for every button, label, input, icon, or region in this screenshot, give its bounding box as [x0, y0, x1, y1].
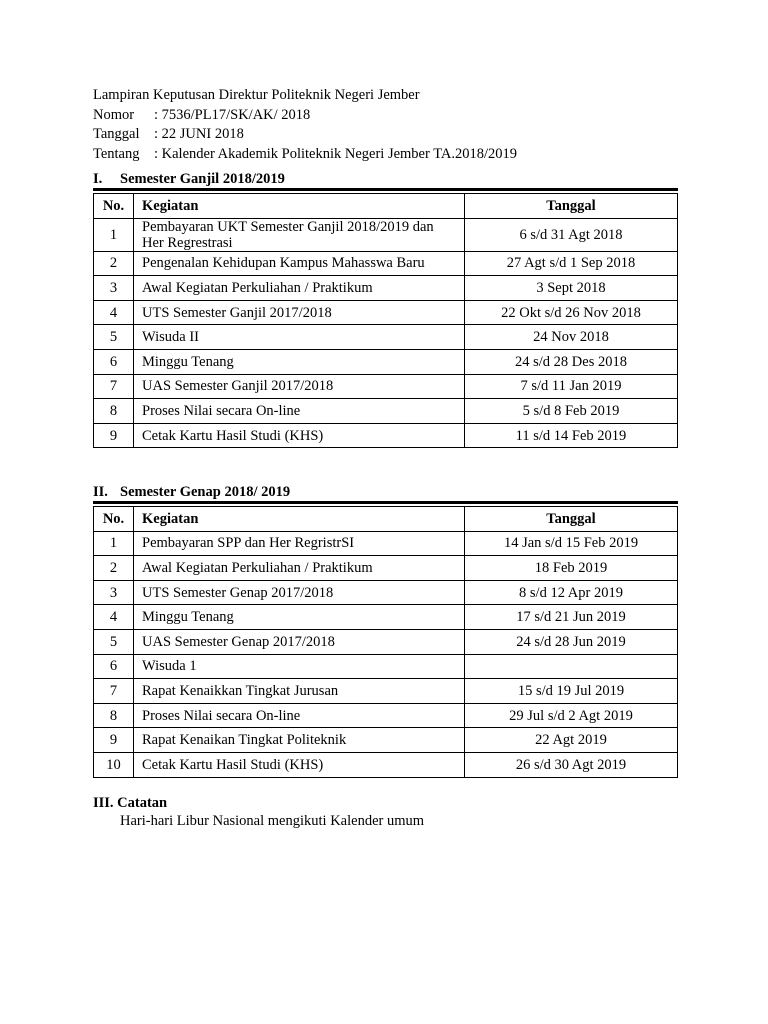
row-activity: Rapat Kenaikkan Tingkat Jurusan — [134, 679, 465, 704]
row-date: 3 Sept 2018 — [465, 276, 678, 301]
row-date: 7 s/d 11 Jan 2019 — [465, 374, 678, 399]
table-row — [94, 654, 678, 679]
row-activity: Awal Kegiatan Perkuliahan / Praktikum — [134, 556, 465, 581]
row-date: 6 s/d 31 Agt 2018 — [465, 218, 678, 251]
row-date: 24 Nov 2018 — [465, 325, 678, 350]
header-line-nomor — [93, 106, 517, 126]
table-row — [94, 423, 678, 448]
row-activity: Pembayaran SPP dan Her RegristrSI — [134, 531, 465, 556]
notes-text: Hari-hari Libur Nasional mengikuti Kalender umum — [120, 813, 425, 829]
row-number: 3 — [94, 580, 134, 605]
section1-table-header — [94, 194, 678, 219]
row-number: 4 — [94, 300, 134, 325]
column-header-tanggal: Tanggal — [465, 507, 678, 532]
row-activity: Pengenalan Kehidupan Kampus Mahasswa Baru — [134, 251, 465, 276]
row-date: 5 s/d 8 Feb 2019 — [465, 399, 678, 424]
row-activity: Pembayaran UKT Semester Ganjil 2018/2019 dan Her Regrestrasi — [134, 218, 465, 251]
notes-title: III. Catatan — [93, 795, 168, 811]
section1-rule — [93, 188, 678, 191]
column-header-no: No. — [94, 194, 134, 219]
row-date: 15 s/d 19 Jul 2019 — [465, 679, 678, 704]
column-header-kegiatan: Kegiatan — [134, 507, 465, 532]
section1-table — [93, 193, 678, 448]
table-row — [94, 374, 678, 399]
table-row — [94, 728, 678, 753]
row-number: 2 — [94, 251, 134, 276]
row-number: 10 — [94, 752, 134, 777]
row-activity: Wisuda 1 — [134, 654, 465, 679]
row-activity: Cetak Kartu Hasil Studi (KHS) — [134, 752, 465, 777]
row-number: 3 — [94, 276, 134, 301]
header-nomor-value: : 7536/PL17/SK/AK/ 2018 — [154, 106, 311, 123]
row-number: 1 — [94, 218, 134, 251]
row-activity: Rapat Kenaikan Tingkat Politeknik — [134, 728, 465, 753]
table-row — [94, 605, 678, 630]
header-line-tanggal — [93, 125, 517, 145]
row-number: 6 — [94, 349, 134, 374]
row-activity: Cetak Kartu Hasil Studi (KHS) — [134, 423, 465, 448]
header-line-tentang — [93, 145, 517, 165]
section1-title — [93, 171, 285, 188]
table-row — [94, 399, 678, 424]
row-number: 9 — [94, 423, 134, 448]
column-header-kegiatan: Kegiatan — [134, 194, 465, 219]
table-row — [94, 679, 678, 704]
row-activity: UAS Semester Ganjil 2017/2018 — [134, 374, 465, 399]
row-date: 24 s/d 28 Des 2018 — [465, 349, 678, 374]
table-row — [94, 349, 678, 374]
table-row — [94, 703, 678, 728]
row-activity: Minggu Tenang — [134, 605, 465, 630]
table-row — [94, 580, 678, 605]
row-activity: UAS Semester Genap 2017/2018 — [134, 629, 465, 654]
table-row — [94, 531, 678, 556]
row-number: 5 — [94, 325, 134, 350]
table-row — [94, 325, 678, 350]
row-number: 8 — [94, 703, 134, 728]
row-number: 4 — [94, 605, 134, 630]
row-activity: Minggu Tenang — [134, 349, 465, 374]
document-header — [93, 86, 517, 164]
row-date: 24 s/d 28 Jun 2019 — [465, 629, 678, 654]
row-activity: Proses Nilai secara On-line — [134, 703, 465, 728]
row-number: 7 — [94, 374, 134, 399]
section2-table — [93, 506, 678, 778]
header-lampiran-text: Lampiran Keputusan Direktur Politeknik Negeri Jember — [93, 87, 420, 103]
row-date: 18 Feb 2019 — [465, 556, 678, 581]
row-number: 5 — [94, 629, 134, 654]
row-date: 8 s/d 12 Apr 2019 — [465, 580, 678, 605]
header-tanggal-label: Tanggal — [93, 126, 140, 142]
row-date — [465, 654, 678, 679]
section2-table-header — [94, 507, 678, 532]
header-tanggal-value: : 22 JUNI 2018 — [154, 126, 244, 142]
row-number: 6 — [94, 654, 134, 679]
table-row — [94, 276, 678, 301]
section1-number: I. — [93, 171, 103, 187]
row-number: 8 — [94, 399, 134, 424]
row-activity: Awal Kegiatan Perkuliahan / Praktikum — [134, 276, 465, 301]
row-number: 7 — [94, 679, 134, 704]
row-date: 14 Jan s/d 15 Feb 2019 — [465, 531, 678, 556]
section2-title — [93, 484, 290, 501]
row-number: 1 — [94, 531, 134, 556]
section2-number: II. — [93, 484, 108, 500]
column-header-tanggal: Tanggal — [465, 194, 678, 219]
header-tentang-value: : Kalender Akademik Politeknik Negeri Jember TA.2018/2019 — [154, 145, 518, 162]
row-number: 9 — [94, 728, 134, 753]
header-line-lampiran — [93, 86, 517, 106]
table-row — [94, 752, 678, 777]
section2-title-text: Semester Genap 2018/ 2019 — [120, 484, 291, 500]
table-row — [94, 629, 678, 654]
row-date: 26 s/d 30 Agt 2019 — [465, 752, 678, 777]
row-date: 11 s/d 14 Feb 2019 — [465, 423, 678, 448]
table-row — [94, 300, 678, 325]
row-date: 29 Jul s/d 2 Agt 2019 — [465, 703, 678, 728]
row-date: 27 Agt s/d 1 Sep 2018 — [465, 251, 678, 276]
header-tentang-label: Tentang — [93, 145, 140, 162]
table-row — [94, 218, 678, 251]
row-date: 22 Agt 2019 — [465, 728, 678, 753]
table-row — [94, 251, 678, 276]
row-activity: Proses Nilai secara On-line — [134, 399, 465, 424]
row-number: 2 — [94, 556, 134, 581]
section2-rule — [93, 501, 678, 504]
section1-title-text: Semester Ganjil 2018/2019 — [120, 171, 285, 187]
header-nomor-label: Nomor — [93, 106, 135, 123]
row-activity: UTS Semester Genap 2017/2018 — [134, 580, 465, 605]
table-row — [94, 556, 678, 581]
row-activity: UTS Semester Ganjil 2017/2018 — [134, 300, 465, 325]
row-date: 17 s/d 21 Jun 2019 — [465, 605, 678, 630]
row-activity: Wisuda II — [134, 325, 465, 350]
column-header-no: No. — [94, 507, 134, 532]
row-date: 22 Okt s/d 26 Nov 2018 — [465, 300, 678, 325]
